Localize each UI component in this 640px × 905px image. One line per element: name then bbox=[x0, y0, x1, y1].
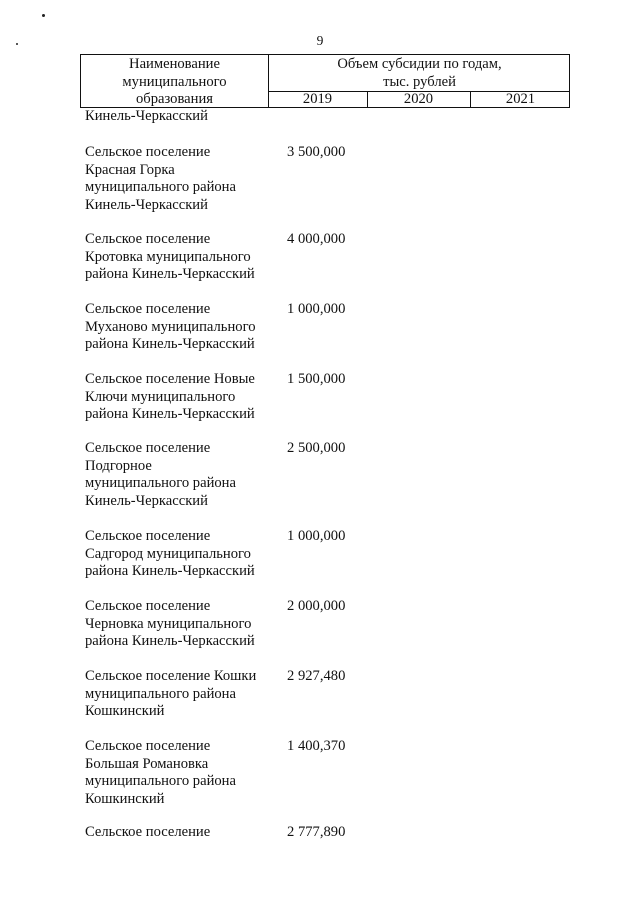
subsidy-2019: 2 500,000 bbox=[287, 440, 346, 456]
municipality-name: Сельское поселение Подгорное муниципального района Кинель-Черкасский bbox=[85, 440, 236, 509]
municipality-name: Сельское поселение Новые Ключи муниципального района Кинель-Черкасский bbox=[85, 371, 255, 423]
table-row bbox=[85, 371, 346, 424]
municipality-name: Сельское поселение Муханово муниципального района Кинель-Черкасский bbox=[85, 301, 256, 353]
subsidy-2019: 2 927,480 bbox=[287, 668, 346, 684]
subsidy-2019: 1 500,000 bbox=[287, 371, 346, 387]
municipality-name: Сельское поселение Садгород муниципального района Кинель-Черкасский bbox=[85, 528, 255, 580]
table-row bbox=[85, 231, 346, 284]
municipality-name: Сельское поселение Черновка муниципального района Кинель-Черкасский bbox=[85, 598, 255, 650]
municipality-name: Сельское поселение bbox=[85, 824, 211, 840]
municipality-name: Сельское поселение Большая Романовка муниципального района Кошкинский bbox=[85, 738, 236, 807]
subsidy-2019: 2 000,000 bbox=[287, 598, 346, 614]
subsidy-2019: 1 000,000 bbox=[287, 301, 346, 317]
header-year-2019: 2019 bbox=[302, 91, 333, 107]
header-municipality: Наименование муниципального образования bbox=[122, 56, 227, 107]
subsidy-2019: 4 000,000 bbox=[287, 231, 346, 247]
scan-speck bbox=[42, 14, 45, 17]
subsidy-2019: 2 777,890 bbox=[287, 824, 346, 840]
subsidy-2019: 3 500,000 bbox=[287, 144, 346, 160]
municipality-name: Сельское поселение Красная Горка муниципального района Кинель-Черкасский bbox=[85, 144, 236, 213]
municipality-name: Сельское поселение Кошки муниципального района Кошкинский bbox=[85, 668, 257, 720]
table-row bbox=[85, 440, 346, 510]
header-subsidy-volume: Объем субсидии по годам, тыс. рублей bbox=[337, 56, 502, 90]
table-header bbox=[80, 54, 570, 108]
table-row bbox=[85, 144, 346, 214]
table-row bbox=[85, 738, 346, 808]
table-row bbox=[85, 668, 346, 721]
table-row bbox=[85, 528, 346, 581]
municipality-name: Сельское поселение Кротовка муниципального района Кинель-Черкасский bbox=[85, 231, 255, 283]
table-row bbox=[85, 301, 346, 354]
subsidy-2019: 1 400,370 bbox=[287, 738, 346, 754]
subsidy-2019: 1 000,000 bbox=[287, 528, 346, 544]
header-year-2020: 2020 bbox=[403, 91, 434, 107]
municipality-name: Кинель-Черкасский bbox=[85, 108, 208, 124]
header-year-2021: 2021 bbox=[505, 91, 536, 107]
table-row bbox=[85, 824, 346, 842]
page-number: 9 bbox=[316, 33, 324, 48]
table-row bbox=[85, 598, 346, 651]
continued-row bbox=[85, 108, 275, 126]
